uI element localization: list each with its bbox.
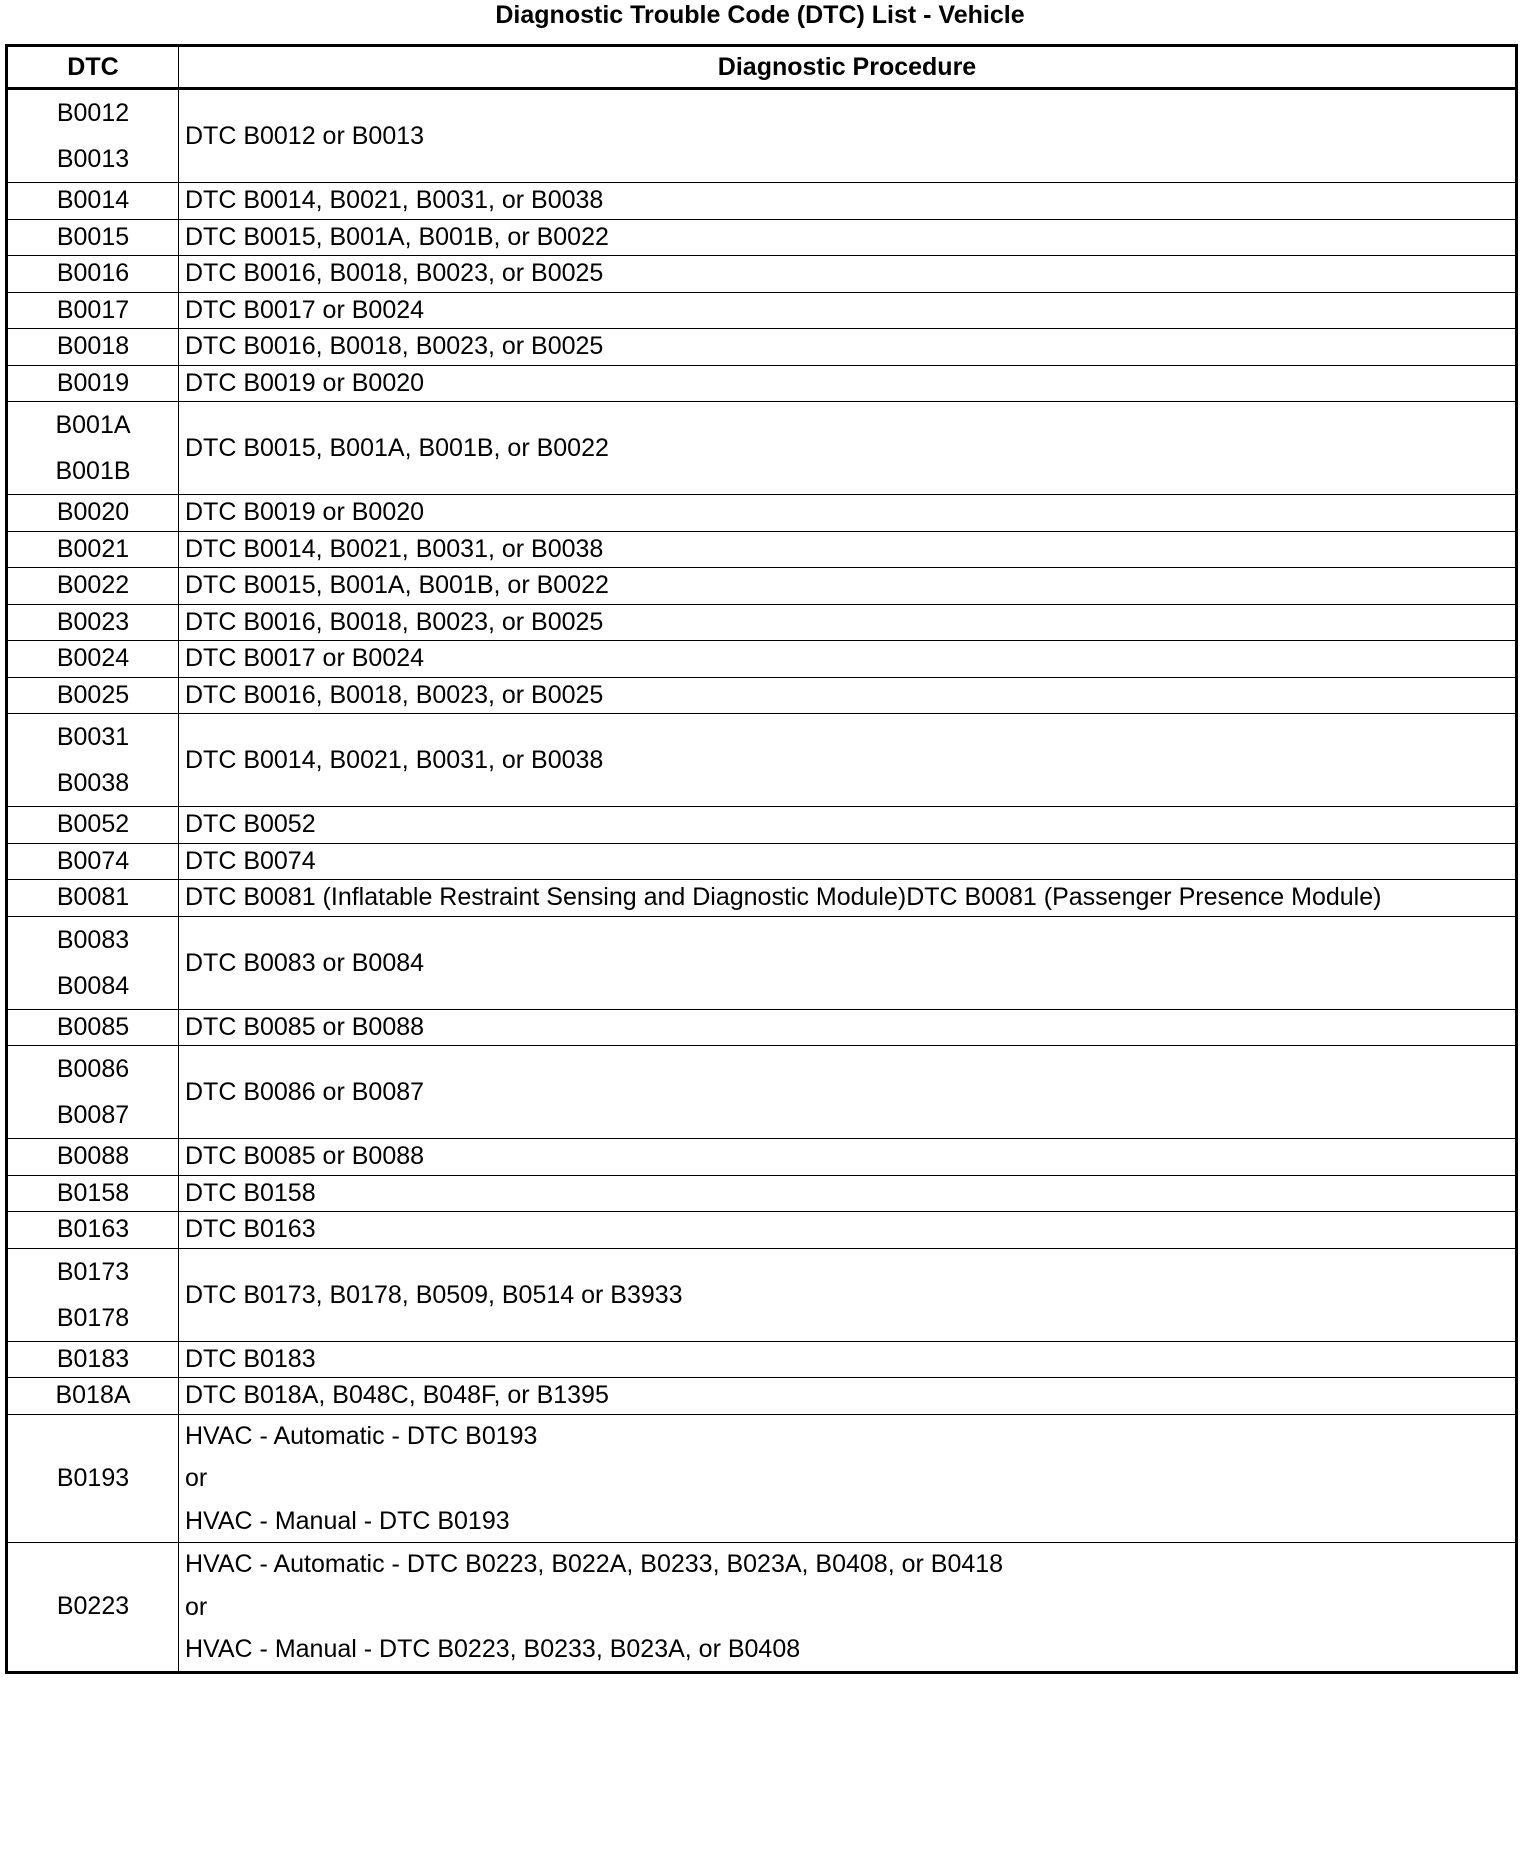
diagnostic-procedure-text: or bbox=[185, 1592, 208, 1621]
dtc-code-cell bbox=[7, 604, 179, 641]
table-row bbox=[7, 495, 1517, 532]
dtc-code-cell bbox=[7, 219, 179, 256]
dtc-code-cell bbox=[7, 843, 179, 880]
dtc-code: B001B bbox=[55, 457, 131, 485]
table-row bbox=[7, 1175, 1517, 1212]
table-row bbox=[7, 1248, 1517, 1341]
dtc-code: B0173 bbox=[56, 1257, 130, 1286]
table-row bbox=[7, 365, 1517, 402]
table-row bbox=[7, 568, 1517, 605]
dtc-code-cell bbox=[7, 1212, 179, 1249]
dtc-code: B0023 bbox=[56, 607, 130, 636]
diagnostic-procedure-text: DTC B0019 or B0020 bbox=[185, 498, 425, 526]
dtc-code: B0024 bbox=[56, 644, 130, 672]
table-row bbox=[7, 1543, 1517, 1673]
diagnostic-procedure-text: DTC B0019 or B0020 bbox=[185, 368, 425, 397]
diagnostic-procedure-cell bbox=[179, 604, 1517, 641]
diagnostic-procedure-text: DTC B0173, B0178, B0509, B0514 or B3933 bbox=[185, 1280, 683, 1309]
dtc-code: B0193 bbox=[56, 1463, 130, 1492]
dtc-code: B001A bbox=[55, 411, 131, 439]
table-header-row bbox=[7, 46, 1517, 89]
dtc-code: B0012 bbox=[56, 99, 130, 127]
diagnostic-procedure-text: DTC B0085 or B0088 bbox=[185, 1142, 425, 1170]
diagnostic-procedure-cell bbox=[179, 531, 1517, 568]
table-row bbox=[7, 604, 1517, 641]
dtc-code-cell bbox=[7, 365, 179, 402]
diagnostic-procedure-cell bbox=[179, 714, 1517, 807]
table-row bbox=[7, 1046, 1517, 1139]
diagnostic-procedure-cell bbox=[179, 880, 1517, 917]
dtc-code: B0014 bbox=[56, 186, 130, 214]
diagnostic-procedure-cell bbox=[179, 843, 1517, 880]
diagnostic-procedure-text: DTC B0014, B0021, B0031, or B0038 bbox=[185, 746, 604, 774]
diagnostic-procedure-text: DTC B0017 or B0024 bbox=[185, 644, 425, 672]
diagnostic-procedure-cell bbox=[179, 1414, 1517, 1543]
diagnostic-procedure-text: DTC B0014, B0021, B0031, or B0038 bbox=[185, 534, 604, 563]
dtc-code-cell bbox=[7, 807, 179, 844]
diagnostic-procedure-text: DTC B0083 or B0084 bbox=[185, 948, 425, 977]
dtc-code: B0085 bbox=[56, 1012, 130, 1041]
dtc-code-cell bbox=[7, 256, 179, 293]
diagnostic-procedure-cell bbox=[179, 365, 1517, 402]
diagnostic-procedure-text: DTC B0163 bbox=[185, 1215, 316, 1243]
diagnostic-procedure-text: HVAC - Manual - DTC B0193 bbox=[185, 1506, 510, 1535]
diagnostic-procedure-text: DTC B0014, B0021, B0031, or B0038 bbox=[185, 186, 604, 214]
diagnostic-procedure-cell bbox=[179, 1175, 1517, 1212]
dtc-code-cell bbox=[7, 531, 179, 568]
diagnostic-procedure-text: DTC B0015, B001A, B001B, or B0022 bbox=[185, 434, 609, 462]
dtc-code: B0031 bbox=[56, 723, 130, 751]
diagnostic-procedure-text: DTC B0086 or B0087 bbox=[185, 1078, 425, 1106]
column-header-procedure: Diagnostic Procedure bbox=[179, 46, 1517, 89]
dtc-code: B018A bbox=[55, 1381, 131, 1409]
diagnostic-procedure-text: or bbox=[185, 1464, 208, 1492]
diagnostic-procedure-text: DTC B0016, B0018, B0023, or B0025 bbox=[185, 607, 604, 636]
diagnostic-procedure-cell bbox=[179, 292, 1517, 329]
dtc-code: B0084 bbox=[56, 971, 130, 1000]
diagnostic-procedure-text: DTC B0016, B0018, B0023, or B0025 bbox=[185, 259, 604, 287]
dtc-code: B0020 bbox=[56, 498, 130, 526]
table-row bbox=[7, 1009, 1517, 1046]
dtc-code: B0158 bbox=[56, 1178, 130, 1207]
dtc-code-cell bbox=[7, 89, 179, 183]
diagnostic-procedure-text: DTC B0183 bbox=[185, 1344, 316, 1373]
table-row bbox=[7, 880, 1517, 917]
diagnostic-procedure-cell bbox=[179, 1543, 1517, 1673]
table-row bbox=[7, 531, 1517, 568]
diagnostic-procedure-cell bbox=[179, 495, 1517, 532]
table-row bbox=[7, 641, 1517, 678]
dtc-code: B0081 bbox=[56, 883, 130, 911]
table-row bbox=[7, 807, 1517, 844]
diagnostic-procedure-text: DTC B0085 or B0088 bbox=[185, 1012, 425, 1041]
dtc-code-cell bbox=[7, 1009, 179, 1046]
dtc-code-cell bbox=[7, 714, 179, 807]
diagnostic-procedure-cell bbox=[179, 402, 1517, 495]
diagnostic-procedure-text: DTC B018A, B048C, B048F, or B1395 bbox=[185, 1381, 609, 1409]
dtc-code: B0018 bbox=[56, 332, 130, 360]
table-body bbox=[7, 89, 1517, 1673]
diagnostic-procedure-text: DTC B0017 or B0024 bbox=[185, 295, 425, 324]
diagnostic-procedure-cell bbox=[179, 677, 1517, 714]
diagnostic-procedure-cell bbox=[179, 916, 1517, 1009]
dtc-code: B0163 bbox=[56, 1215, 130, 1243]
diagnostic-procedure-cell bbox=[179, 329, 1517, 366]
table-row bbox=[7, 183, 1517, 220]
diagnostic-procedure-text: DTC B0015, B001A, B001B, or B0022 bbox=[185, 222, 609, 251]
dtc-code-cell bbox=[7, 1543, 179, 1673]
diagnostic-procedure-cell bbox=[179, 568, 1517, 605]
table-row bbox=[7, 292, 1517, 329]
diagnostic-procedure-text: DTC B0016, B0018, B0023, or B0025 bbox=[185, 680, 604, 709]
diagnostic-procedure-text: HVAC - Automatic - DTC B0193 bbox=[185, 1421, 538, 1450]
dtc-code: B0074 bbox=[56, 846, 130, 875]
column-header-dtc: DTC bbox=[7, 46, 179, 89]
dtc-code-cell bbox=[7, 880, 179, 917]
diagnostic-procedure-cell bbox=[179, 1341, 1517, 1378]
dtc-code-cell bbox=[7, 1046, 179, 1139]
dtc-code: B0088 bbox=[56, 1142, 130, 1170]
table-row bbox=[7, 329, 1517, 366]
dtc-code-cell bbox=[7, 1248, 179, 1341]
diagnostic-procedure-text: DTC B0158 bbox=[185, 1178, 316, 1207]
diagnostic-procedure-text: DTC B0012 or B0013 bbox=[185, 122, 425, 150]
diagnostic-procedure-cell bbox=[179, 807, 1517, 844]
diagnostic-procedure-text: HVAC - Manual - DTC B0223, B0233, B023A, or B0408 bbox=[185, 1635, 801, 1663]
dtc-code-cell bbox=[7, 1378, 179, 1415]
dtc-code: B0013 bbox=[56, 145, 130, 173]
dtc-code: B0019 bbox=[56, 368, 130, 397]
dtc-code-cell bbox=[7, 568, 179, 605]
diagnostic-procedure-cell bbox=[179, 1046, 1517, 1139]
dtc-code-cell bbox=[7, 329, 179, 366]
table-row bbox=[7, 677, 1517, 714]
diagnostic-procedure-cell bbox=[179, 1378, 1517, 1415]
diagnostic-procedure-cell bbox=[179, 183, 1517, 220]
dtc-code: B0015 bbox=[56, 222, 130, 251]
dtc-code: B0087 bbox=[56, 1101, 130, 1129]
table-row bbox=[7, 1414, 1517, 1543]
dtc-code: B0016 bbox=[56, 259, 130, 287]
table-row bbox=[7, 1341, 1517, 1378]
diagnostic-procedure-text: DTC B0052 bbox=[185, 810, 316, 838]
table-row bbox=[7, 1378, 1517, 1415]
table-row bbox=[7, 89, 1517, 183]
diagnostic-procedure-cell bbox=[179, 1139, 1517, 1176]
dtc-code-cell bbox=[7, 1414, 179, 1543]
dtc-code: B0052 bbox=[56, 810, 130, 838]
dtc-code: B0178 bbox=[56, 1303, 130, 1332]
dtc-code: B0083 bbox=[56, 925, 130, 954]
dtc-code: B0021 bbox=[56, 534, 130, 563]
diagnostic-procedure-text: DTC B0074 bbox=[185, 846, 316, 875]
dtc-code-cell bbox=[7, 1175, 179, 1212]
dtc-code-cell bbox=[7, 292, 179, 329]
table-row bbox=[7, 843, 1517, 880]
diagnostic-procedure-text: HVAC - Automatic - DTC B0223, B022A, B0233, B023A, B0408, or B0418 bbox=[185, 1550, 1004, 1578]
dtc-code-cell bbox=[7, 1341, 179, 1378]
dtc-code-cell bbox=[7, 1139, 179, 1176]
dtc-code-cell bbox=[7, 495, 179, 532]
table-row bbox=[7, 219, 1517, 256]
dtc-code-cell bbox=[7, 402, 179, 495]
diagnostic-procedure-cell bbox=[179, 1212, 1517, 1249]
table-row bbox=[7, 714, 1517, 807]
diagnostic-procedure-text: DTC B0016, B0018, B0023, or B0025 bbox=[185, 332, 604, 360]
diagnostic-procedure-text: DTC B0081 (Inflatable Restraint Sensing and Diagnostic Module)DTC B0081 (Passenger Presence Module) bbox=[185, 883, 1382, 911]
dtc-code: B0183 bbox=[56, 1344, 130, 1373]
table-row bbox=[7, 916, 1517, 1009]
dtc-code: B0022 bbox=[56, 571, 130, 599]
table-row bbox=[7, 402, 1517, 495]
diagnostic-procedure-cell bbox=[179, 89, 1517, 183]
dtc-table bbox=[5, 44, 1518, 1674]
diagnostic-procedure-cell bbox=[179, 1009, 1517, 1046]
diagnostic-procedure-text: DTC B0015, B001A, B001B, or B0022 bbox=[185, 571, 609, 599]
table-row bbox=[7, 1139, 1517, 1176]
dtc-code: B0017 bbox=[56, 295, 130, 324]
diagnostic-procedure-cell bbox=[179, 641, 1517, 678]
dtc-code: B0025 bbox=[56, 680, 130, 709]
dtc-code-cell bbox=[7, 183, 179, 220]
page-title: Diagnostic Trouble Code (DTC) List - Vehicle bbox=[495, 1, 1025, 29]
diagnostic-procedure-cell bbox=[179, 1248, 1517, 1341]
dtc-code-cell bbox=[7, 677, 179, 714]
diagnostic-procedure-cell bbox=[179, 256, 1517, 293]
dtc-code-cell bbox=[7, 641, 179, 678]
diagnostic-procedure-cell bbox=[179, 219, 1517, 256]
dtc-code: B0086 bbox=[56, 1055, 130, 1083]
dtc-code: B0223 bbox=[56, 1592, 130, 1620]
dtc-code-cell bbox=[7, 916, 179, 1009]
table-row bbox=[7, 1212, 1517, 1249]
table-row bbox=[7, 256, 1517, 293]
dtc-code: B0038 bbox=[56, 769, 130, 797]
